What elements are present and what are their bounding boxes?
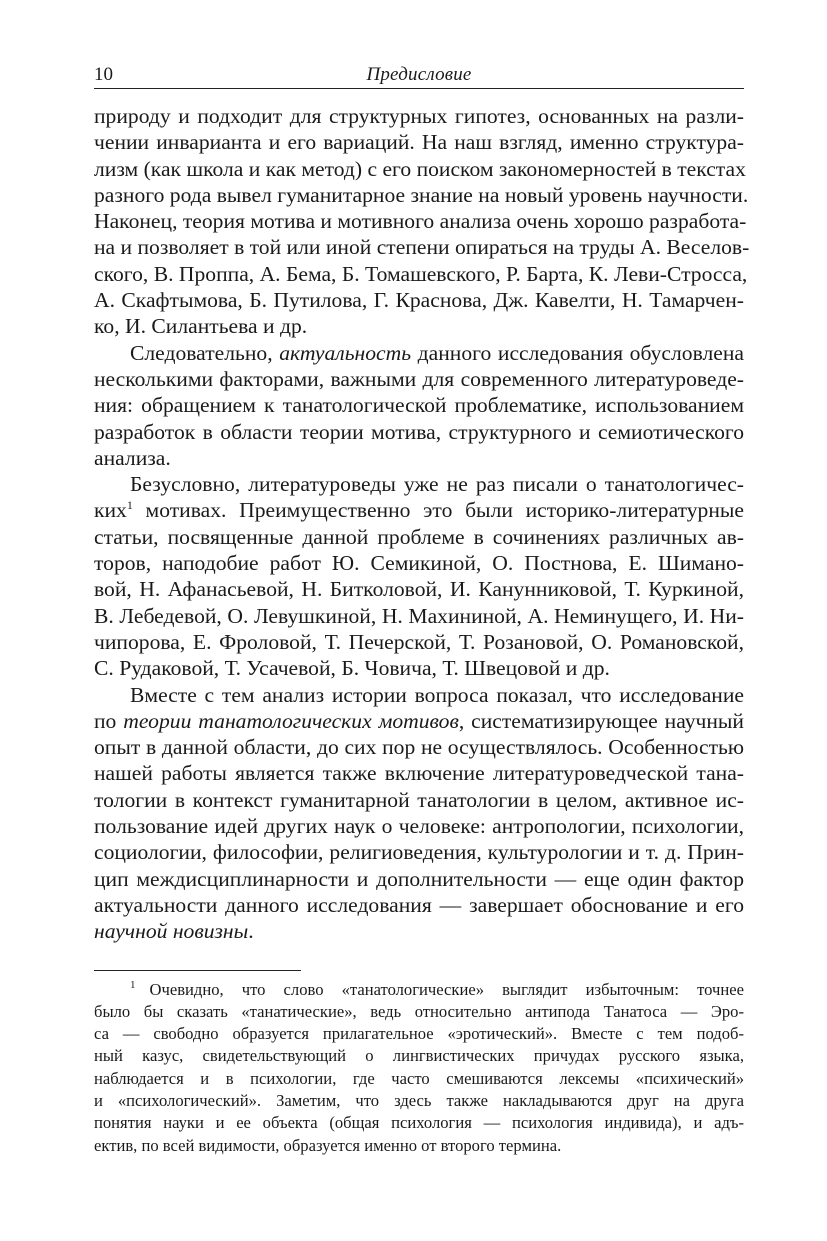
- text-line: чении инварианта и его вариаций. На наш взгляд, именно структура-: [94, 130, 744, 155]
- text-run: .: [248, 919, 254, 944]
- page-number: 10: [94, 64, 113, 85]
- text-line: социологии, философии, религиоведения, культурологии и т. д. Прин-: [94, 840, 744, 865]
- text-line: ко, И. Силантьева и др.: [94, 314, 308, 339]
- footnote-line: [94, 979, 744, 1001]
- text-run: мотивах. Преимущественно это были историко-литературные: [132, 498, 744, 523]
- text-line: разного рода вывел гуманитарное знание на новый уровень научности.: [94, 182, 749, 207]
- text-line: тологии в контекст гуманитарной танатологии в целом, активное ис-: [94, 787, 744, 812]
- text-run: Очевидно, что слово «танатологические» выглядит избыточным: точнее: [149, 979, 744, 999]
- emphasis-aktualnost: актуальность: [279, 340, 412, 365]
- text-line: [94, 708, 744, 734]
- text-line: статьи, посвященные данной проблеме в сочинениях различных ав-: [94, 524, 744, 549]
- page: [94, 62, 750, 1157]
- text-line: [94, 918, 744, 944]
- text-line: Вместе с тем анализ истории вопроса показал, что исследование: [130, 682, 744, 707]
- running-head: Предисловие: [366, 64, 472, 85]
- text-line: чипорова, Е. Фроловой, Т. Печерской, Т. Розановой, О. Романовской,: [94, 629, 744, 654]
- text-line: [94, 340, 744, 366]
- text-line: Безусловно, литературоведы уже не раз писали о танатологичес-: [130, 472, 744, 497]
- footnote-line: ектив, по всей видимости, образуется именно от второго термина.: [94, 1135, 562, 1155]
- text-line: ния: обращением к танатологической проблематике, использованием: [94, 393, 744, 418]
- text-line: В. Лебедевой, О. Левушкиной, Н. Махининой, А. Неминущего, И. Ни-: [94, 603, 744, 628]
- paragraph-3: [94, 471, 744, 681]
- text-line: лизм (как школа и как метод) с его поиском закономерностей в текстах: [94, 156, 746, 181]
- text-line: актуальности данного исследования — завершает обоснование и его: [94, 892, 744, 917]
- emphasis-theory: теории танатологических мотивов: [123, 708, 459, 733]
- text-line: цип междисциплинарности и дополнительности — еще один фактор: [94, 866, 744, 891]
- text-line: опыт в данной области, до сих пор не осуществлялось. Особенностью: [94, 735, 744, 760]
- footnote: [94, 979, 744, 1157]
- footnote-line: и «психологический». Заметим, что здесь также накладываются друг на друга: [94, 1090, 744, 1110]
- text-line: природу и подходит для структурных гипотез, основанных на разли-: [94, 104, 744, 128]
- paragraph-4: [94, 682, 744, 945]
- paragraph-1: [94, 103, 750, 340]
- footnote-line: ный казус, свидетельствующий о лингвистических причудах русского языка,: [94, 1046, 744, 1066]
- text-run: Следовательно,: [130, 340, 280, 365]
- footnote-reference[interactable]: 1: [126, 498, 133, 513]
- footnote-line: са — свободно образуется прилагательное «эротический». Вместе с тем подоб-: [94, 1024, 744, 1044]
- text-run: , систематизирующее научный: [458, 708, 744, 733]
- text-line: Наконец, теория мотива и мотивного анализа очень хорошо разработа-: [94, 209, 747, 234]
- text-run: по: [94, 708, 124, 733]
- text-run: данного исследования обусловлена: [411, 340, 744, 365]
- footnote-line: наблюдается и в психологии, где часто смешиваются лексемы «психический»: [94, 1068, 744, 1088]
- body-text: [94, 103, 750, 945]
- text-line: [94, 497, 744, 523]
- text-line: ского, В. Проппа, А. Бема, Б. Томашевского, Р. Барта, К. Леви-Стросса,: [94, 261, 748, 286]
- text-line: на и позволяет в той или иной степени опираться на труды А. Веселов-: [94, 235, 750, 260]
- text-line: несколькими факторами, важными для современного литературоведе-: [94, 366, 744, 391]
- footnote-line: понятия науки и ее объекта (общая психология — психология индивида), и адъ-: [94, 1113, 744, 1133]
- text-line: С. Рудаковой, Т. Усачевой, Б. Човича, Т. Швецовой и др.: [94, 656, 610, 681]
- text-line: А. Скафтымова, Б. Путилова, Г. Краснова, Дж. Кавелти, Н. Тамарчен-: [94, 288, 744, 313]
- paragraph-2: [94, 340, 744, 471]
- footnote-mark: 1: [130, 978, 136, 991]
- text-line: торов, наподобие работ Ю. Семикиной, О. Постнова, Е. Шимано-: [94, 551, 744, 576]
- footnote-divider: [94, 970, 301, 971]
- text-line: анализа.: [94, 445, 171, 470]
- text-line: разработок в области теории мотива, структурного и семиотического: [94, 419, 744, 444]
- text-line: вой, Н. Афанасьевой, Н. Битколовой, И. Канунниковой, Т. Куркиной,: [94, 577, 744, 602]
- text-line: пользование идей других наук о человеке: антропологии, психологии,: [94, 814, 744, 839]
- page-header: [94, 62, 744, 89]
- footnote-line: было бы сказать «танатические», ведь относительно антипода Танатоса — Эро-: [94, 1001, 744, 1021]
- text-run: ких: [94, 498, 127, 523]
- emphasis-novelty: научной новизны: [94, 919, 249, 944]
- text-line: нашей работы является также включение литературоведческой тана-: [94, 761, 744, 786]
